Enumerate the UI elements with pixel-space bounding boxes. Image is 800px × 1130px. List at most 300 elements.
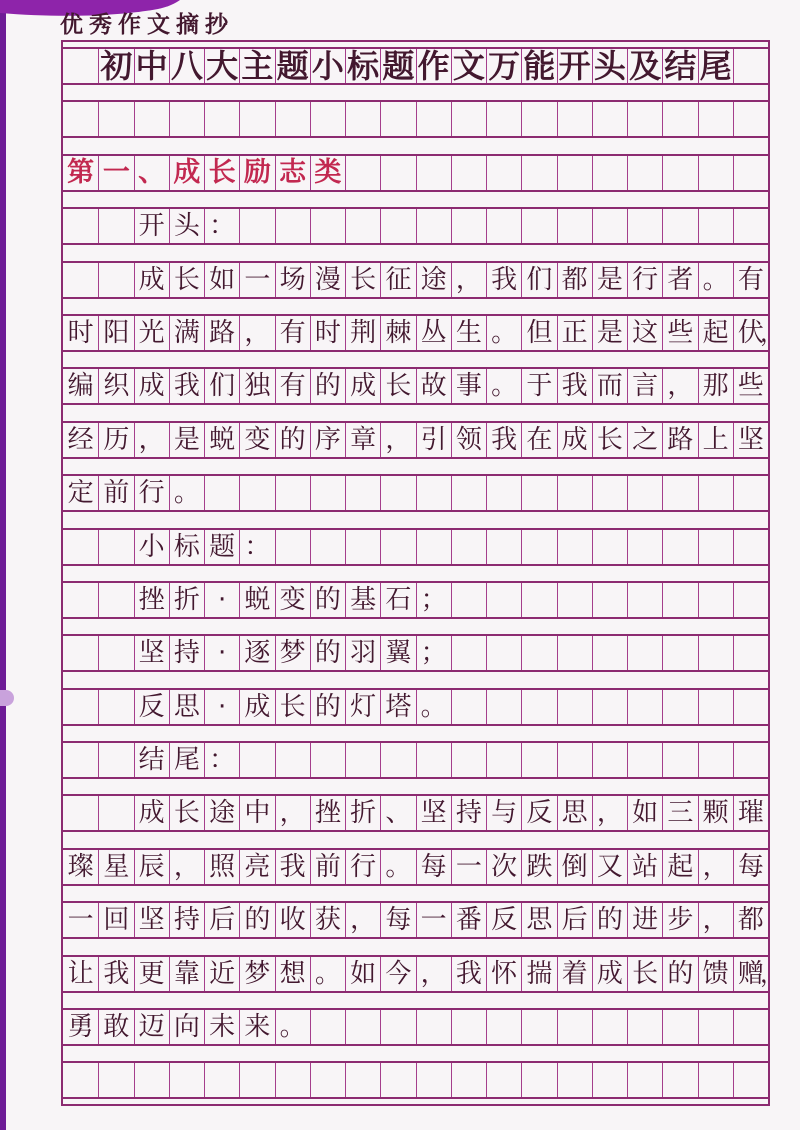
grid-cell: [592, 102, 627, 136]
grid-cell: 后: [204, 903, 239, 937]
grid-cell: [345, 530, 380, 564]
grid-cell: [134, 1063, 169, 1097]
grid-cell: 辰: [134, 850, 169, 884]
grid-cell: [239, 743, 274, 777]
grid-cell: [733, 476, 768, 510]
grid-cell: 上: [698, 423, 733, 457]
grid-cell: [239, 209, 274, 243]
grid-cell: 倒: [557, 850, 592, 884]
grid-cell: [380, 209, 415, 243]
grid-cell: 想: [275, 957, 310, 991]
grid-cell: 如: [204, 263, 239, 297]
grid-cell: [416, 476, 451, 510]
grid-cell: 馈: [698, 957, 733, 991]
grid-cell: 反: [134, 690, 169, 724]
grid-cell: 头: [592, 49, 627, 83]
grid-cell: 征: [380, 263, 415, 297]
grid-cell: 第: [67, 157, 95, 189]
grid-cell: [416, 1063, 451, 1097]
grid-cell: 与: [486, 796, 521, 830]
grid-cell: 思: [169, 690, 204, 724]
grid-cell: 起: [698, 316, 733, 350]
grid-row: [63, 1008, 768, 1046]
grid-cell: 是: [592, 263, 627, 297]
grid-cell: ·: [204, 636, 239, 670]
grid-cell: ：: [239, 530, 274, 564]
grid-cell: [275, 1063, 310, 1097]
grid-cell: 坚: [733, 423, 768, 457]
grid-cell: 靠: [169, 957, 204, 991]
grid-cell: ，: [698, 903, 733, 937]
grid-cell: 持: [169, 636, 204, 670]
grid-cell: [662, 156, 697, 190]
grid-cell: [627, 156, 662, 190]
grid-cell: 标: [345, 49, 380, 83]
grid-cell: 我: [169, 369, 204, 403]
grid-cell: 羽: [345, 636, 380, 670]
grid-cell: 逐: [239, 636, 274, 670]
grid-cell: [416, 102, 451, 136]
grid-row: [63, 261, 768, 299]
grid-cell: 尾: [169, 743, 204, 777]
grid-cell: 但: [521, 316, 556, 350]
grid-cell: 标: [169, 530, 204, 564]
grid-cell: [662, 102, 697, 136]
grid-cell: 成: [134, 796, 169, 830]
grid-cell: 成: [557, 423, 592, 457]
grid-cell: [486, 476, 521, 510]
grid-cell: [662, 1010, 697, 1044]
grid-cell: [698, 583, 733, 617]
grid-cell: 。: [380, 850, 415, 884]
grid-cell: [662, 583, 697, 617]
grid-cell: 类: [310, 156, 345, 190]
grid-cell: 丛: [416, 316, 451, 350]
grid-cell: 而: [592, 369, 627, 403]
left-accent-bar: [0, 0, 6, 1130]
grid-cell: 的: [310, 369, 345, 403]
grid-cell: 序: [310, 423, 345, 457]
grid-cell: [486, 583, 521, 617]
grid-row: [63, 634, 768, 672]
grid-cell: 开: [134, 209, 169, 243]
grid-cell: [592, 476, 627, 510]
grid-cell: 折: [345, 796, 380, 830]
grid-cell: 折: [169, 583, 204, 617]
grid-cell: 、: [134, 156, 169, 190]
grid-cell: [557, 1063, 592, 1097]
grid-cell: [204, 102, 239, 136]
grid-cell: [63, 263, 98, 297]
grid-cell: [63, 49, 98, 83]
grid-cell: 都: [557, 263, 592, 297]
grid-cell: 是: [592, 316, 627, 350]
grid-cell: 回: [98, 903, 133, 937]
grid-cell: [733, 156, 768, 190]
grid-cell: ，: [239, 316, 274, 350]
grid-cell: 我: [557, 369, 592, 403]
grid-cell: [98, 743, 133, 777]
grid-row: [63, 955, 784, 993]
grid-cell: 。: [416, 690, 451, 724]
grid-cell: [592, 1010, 627, 1044]
grid-cell: 尾: [698, 49, 733, 83]
grid-cell: [662, 743, 697, 777]
grid-cell: [275, 743, 310, 777]
grid-cell: [698, 1063, 733, 1097]
grid-cell: [275, 476, 310, 510]
grid-cell: 番: [451, 903, 486, 937]
grid-cell: [733, 636, 768, 670]
grid-cell: [557, 209, 592, 243]
grid-cell: 长: [345, 263, 380, 297]
grid-row: [63, 848, 768, 886]
grid-cell: [698, 530, 733, 564]
grid-cell: ·: [204, 583, 239, 617]
grid-cell: ，: [698, 850, 733, 884]
grid-cell: 励: [239, 156, 274, 190]
grid-cell: 之: [627, 423, 662, 457]
grid-cell: [662, 530, 697, 564]
grid-cell: [592, 156, 627, 190]
grid-cell: 作: [416, 49, 451, 83]
grid-cell: [451, 102, 486, 136]
grid-cell: 。: [169, 476, 204, 510]
grid-cell: [98, 636, 133, 670]
grid-cell: ：: [204, 743, 239, 777]
grid-cell: [733, 49, 768, 83]
grid-cell: 题: [275, 49, 310, 83]
grid-cell: [451, 156, 486, 190]
grid-cell: 历: [98, 423, 133, 457]
grid-cell: [310, 1010, 345, 1044]
grid-cell: 未: [204, 1010, 239, 1044]
grid-cell: 反: [486, 903, 521, 937]
grid-cell: 次: [486, 850, 521, 884]
grid-cell: 三: [662, 796, 697, 830]
grid-cell: 故: [416, 369, 451, 403]
grid-cell: [557, 636, 592, 670]
grid-cell: 成: [592, 957, 627, 991]
grid-cell: [275, 209, 310, 243]
grid-cell: 持: [451, 796, 486, 830]
grid-cell: 些: [733, 369, 768, 403]
grid-cell: 的: [592, 903, 627, 937]
grid-cell: 。: [486, 316, 521, 350]
grid-cell: [733, 690, 768, 724]
grid-cell: 长: [592, 423, 627, 457]
grid-cell: [698, 690, 733, 724]
grid-cell: [662, 636, 697, 670]
grid-cell: 的: [310, 636, 345, 670]
grid-cell: [592, 636, 627, 670]
grid-row: [63, 421, 768, 459]
grid-cell: [275, 530, 310, 564]
grid-row: [63, 794, 768, 832]
grid-cell: 来: [239, 1010, 274, 1044]
grid-cell: [63, 209, 98, 243]
grid-cell: [486, 156, 521, 190]
grid-cell: 章: [345, 423, 380, 457]
grid-cell: [521, 1063, 556, 1097]
grid-cell: [63, 1063, 98, 1097]
grid-row: [63, 100, 768, 138]
grid-cell: [451, 636, 486, 670]
grid-cell: [345, 1010, 380, 1044]
grid-row: [63, 741, 768, 779]
grid-cell: 场: [275, 263, 310, 297]
grid-cell: 进: [627, 903, 662, 937]
grid-cell: [627, 583, 662, 617]
grid-cell: 成: [345, 369, 380, 403]
grid-cell: 璨: [67, 851, 94, 882]
grid-cell: 。: [275, 1010, 310, 1044]
grid-cell: [486, 690, 521, 724]
grid-cell: ，: [275, 796, 310, 830]
grid-cell: 长: [275, 690, 310, 724]
grid-cell: [416, 743, 451, 777]
grid-cell: 们: [204, 369, 239, 403]
grid-cell: 长: [204, 156, 239, 190]
grid-cell: [486, 530, 521, 564]
grid-cell: [416, 530, 451, 564]
grid-cell: [63, 583, 98, 617]
grid-cell: [627, 636, 662, 670]
grid-cell: 行: [345, 850, 380, 884]
grid-cell: 行: [134, 476, 169, 510]
grid-cell: [557, 102, 592, 136]
grid-cell: 织: [98, 369, 133, 403]
grid-cell: [98, 1063, 133, 1097]
grid-cell: [557, 743, 592, 777]
grid-cell: 有: [275, 369, 310, 403]
grid-cell: 的: [310, 690, 345, 724]
grid-cell: [592, 530, 627, 564]
grid-cell: [98, 263, 133, 297]
grid-cell: 亮: [239, 850, 274, 884]
grid-cell: 荆: [345, 316, 380, 350]
grid-cell: 途: [204, 796, 239, 830]
grid-cell: [698, 743, 733, 777]
grid-cell: 于: [521, 369, 556, 403]
grid-row: [63, 207, 768, 245]
grid-cell: [345, 476, 380, 510]
grid-row: [63, 1061, 768, 1099]
grid-cell: [733, 209, 768, 243]
grid-row: [63, 367, 768, 405]
grid-cell: 主: [239, 49, 274, 83]
grid-cell: 编: [67, 371, 94, 402]
grid-cell: [451, 1010, 486, 1044]
grid-cell: 中: [239, 796, 274, 830]
grid-cell: [521, 743, 556, 777]
grid-cell: [345, 102, 380, 136]
grid-cell: 赠: [733, 957, 768, 991]
grid-cell: 一: [98, 156, 133, 190]
grid-cell: 今: [380, 957, 415, 991]
grid-cell: 石: [380, 583, 415, 617]
grid-cell: 又: [592, 850, 627, 884]
grid-cell: [592, 690, 627, 724]
grid-cell: [698, 1010, 733, 1044]
grid-cell: 。: [310, 957, 345, 991]
grid-cell: 满: [169, 316, 204, 350]
grid-cell: 的: [239, 903, 274, 937]
grid-cell: [63, 102, 98, 136]
grid-cell: [627, 209, 662, 243]
grid-cell: 蜕: [204, 423, 239, 457]
grid-cell: 我: [486, 263, 521, 297]
grid-cell: 收: [275, 903, 310, 937]
grid-cell: 蜕: [239, 583, 274, 617]
grid-cell: 些: [662, 316, 697, 350]
grid-cell: [592, 583, 627, 617]
grid-cell: 长: [627, 957, 662, 991]
grid-cell: [592, 743, 627, 777]
grid-cell: [627, 1063, 662, 1097]
grid-cell: 成: [134, 263, 169, 297]
grid-cell: 梦: [275, 636, 310, 670]
grid-cell: [733, 1010, 768, 1044]
grid-row: [63, 474, 768, 512]
grid-cell: 题: [204, 530, 239, 564]
grid-cell: [521, 530, 556, 564]
grid-cell: ，: [451, 263, 486, 297]
grid-cell: [380, 1063, 415, 1097]
grid-cell: 如: [345, 957, 380, 991]
grid-cell: [521, 102, 556, 136]
grid-cell: 能: [521, 49, 556, 83]
grid-cell: [239, 476, 274, 510]
grid-cell: [380, 530, 415, 564]
grid-cell: [557, 583, 592, 617]
grid-cell: 坚: [134, 636, 169, 670]
grid-cell: 光: [134, 316, 169, 350]
grid-cell: 星: [98, 850, 133, 884]
grid-cell: 开: [557, 49, 592, 83]
grid-cell: 站: [627, 850, 662, 884]
grid-cell: 长: [169, 263, 204, 297]
grid-row: [63, 154, 768, 192]
grid-cell: [557, 476, 592, 510]
grid-cell: 我: [451, 957, 486, 991]
grid-cell: 跌: [521, 850, 556, 884]
grid-cell: ，: [592, 796, 627, 830]
grid-cell: 。: [486, 369, 521, 403]
grid-cell: 路: [204, 316, 239, 350]
grid-cell: 有: [275, 316, 310, 350]
grid-cell: 小: [310, 49, 345, 83]
grid-cell: [627, 1010, 662, 1044]
grid-cell: [521, 156, 556, 190]
grid-cell: [98, 102, 133, 136]
grid-cell: 行: [627, 263, 662, 297]
grid-cell: [451, 530, 486, 564]
grid-cell: 坚: [416, 796, 451, 830]
grid-cell: [451, 690, 486, 724]
grid-cell: [557, 530, 592, 564]
grid-cell: [98, 209, 133, 243]
grid-cell: 是: [169, 423, 204, 457]
grid-cell: 塔: [380, 690, 415, 724]
grid-cell: [98, 583, 133, 617]
grid-cell: 的: [662, 957, 697, 991]
grid-cell: [627, 476, 662, 510]
grid-cell: 长: [380, 369, 415, 403]
capsule-marker: [0, 690, 14, 706]
grid-row: [63, 47, 768, 85]
grid-cell: 在: [521, 423, 556, 457]
grid-cell: [451, 209, 486, 243]
grid-cell: 定: [67, 478, 94, 509]
grid-cell: [451, 743, 486, 777]
grid-cell: [698, 476, 733, 510]
grid-cell: 言: [627, 369, 662, 403]
grid-cell: 我: [275, 850, 310, 884]
grid-cell: 一: [239, 263, 274, 297]
grid-cell: 途: [416, 263, 451, 297]
grid-cell: 生: [451, 316, 486, 350]
grid-cell: 的: [275, 423, 310, 457]
grid-cell: 我: [98, 957, 133, 991]
grid-cell: [275, 102, 310, 136]
grid-cell: [451, 583, 486, 617]
grid-cell: 有: [733, 263, 768, 297]
grid-cell: [733, 530, 768, 564]
grid-cell: [169, 102, 204, 136]
grid-cell: 伏: [733, 316, 768, 350]
grid-cell: [486, 209, 521, 243]
grid-cell: [698, 636, 733, 670]
grid-cell: 正: [557, 316, 592, 350]
grid-cell: 后: [557, 903, 592, 937]
grid-cell: 时: [67, 317, 94, 348]
grid-cell: 们: [521, 263, 556, 297]
page-title: 优秀作文摘抄: [60, 12, 234, 38]
grid-cell: 基: [345, 583, 380, 617]
grid-cell: [310, 102, 345, 136]
grid-cell: [486, 743, 521, 777]
grid-cell: [592, 209, 627, 243]
grid-cell: [662, 209, 697, 243]
grid-cell: [380, 743, 415, 777]
grid-cell: 起: [662, 850, 697, 884]
grid-cell: [733, 743, 768, 777]
grid-cell: ；: [416, 636, 451, 670]
grid-cell: [521, 690, 556, 724]
grid-cell: [310, 209, 345, 243]
grid-cell: 那: [698, 369, 733, 403]
grid-cell: [204, 1063, 239, 1097]
grid-cell: [345, 156, 380, 190]
grid-cell: 持: [169, 903, 204, 937]
grid-cell: [521, 583, 556, 617]
grid-cell: ，: [345, 903, 380, 937]
grid-cell: 如: [627, 796, 662, 830]
grid-cell: [451, 1063, 486, 1097]
grid-cell: [63, 743, 98, 777]
grid-cell: [134, 102, 169, 136]
grid-cell: [662, 690, 697, 724]
grid-cell: 成: [239, 690, 274, 724]
grid-cell: 敢: [98, 1010, 133, 1044]
grid-cell: ·: [204, 690, 239, 724]
grid-cell: 反: [521, 796, 556, 830]
grid-cell: [521, 636, 556, 670]
grid-cell: 变: [239, 423, 274, 457]
grid-cell: 都: [733, 903, 768, 937]
grid-cell: 及: [627, 49, 662, 83]
